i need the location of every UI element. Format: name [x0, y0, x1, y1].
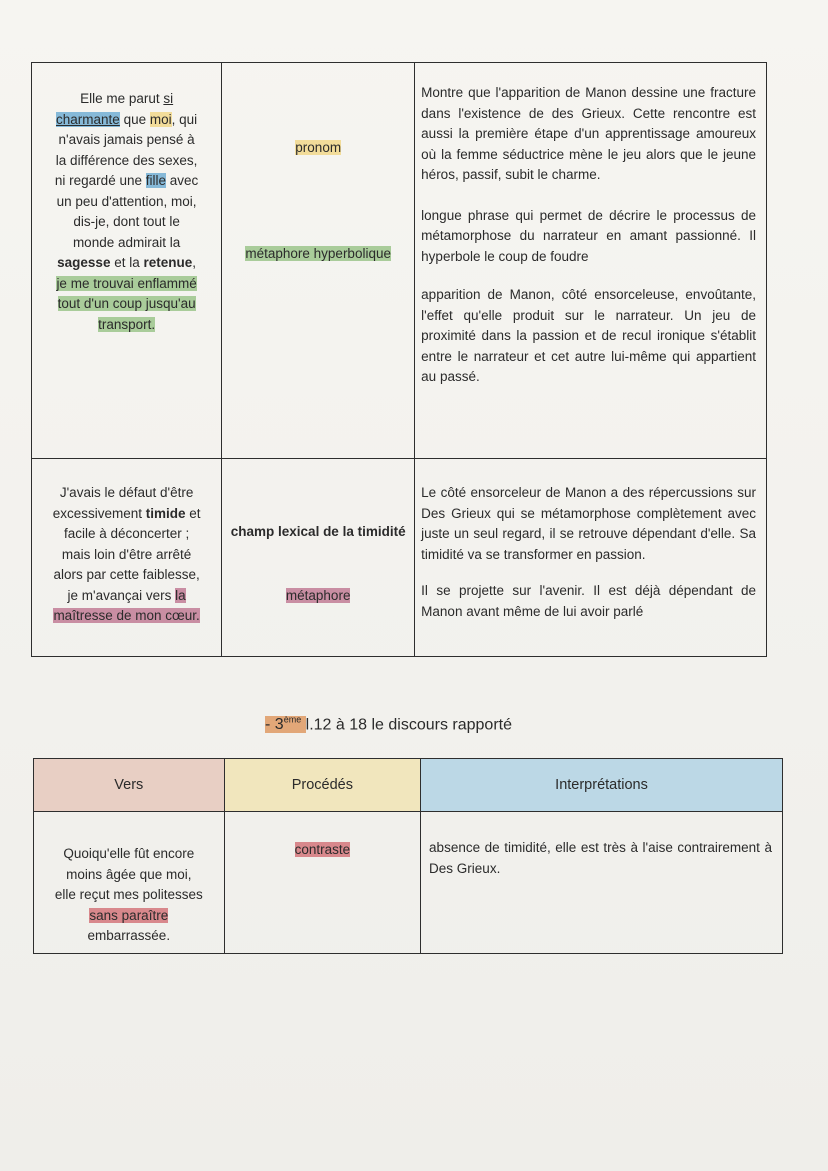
vers-cell: [32, 63, 222, 459]
highlight-yellow: moi: [149, 111, 172, 127]
text: Quoiqu'elle fût encore: [63, 846, 195, 861]
interpretation-text: longue phrase qui permet de décrire le processus de métamorphose du narrateur en amant passionné. Il hyperbole le coup de foudre: [421, 207, 756, 264]
text: -: [265, 716, 275, 734]
highlight-blue: fille: [145, 173, 166, 188]
highlight-green: transport.: [98, 316, 156, 332]
interpretation-text: Montre que l'apparition de Manon dessine une fracture dans l'existence de des Grieux. Cette rencontre est aussi la première étape d'un apprentissage amoureux où la femme séductrice mène le jeu alors que le jeune héros, passif, subit le charme.: [421, 85, 756, 182]
text: la différence des sexes,: [55, 152, 198, 168]
section-heading: [265, 715, 512, 734]
header-interpretations: Interprétations: [421, 759, 783, 812]
table-row: [32, 63, 767, 459]
text: et: [185, 505, 201, 521]
procedes-cell: [222, 459, 415, 657]
highlight-pink: maîtresse de mon cœur.: [53, 608, 200, 623]
procedes-cell: [224, 812, 420, 954]
section-number-highlight: [265, 716, 306, 733]
table-header-row: [34, 759, 783, 812]
text: 3: [274, 716, 284, 734]
highlight-green: je me trouvai enflammé: [56, 275, 197, 291]
procedes-cell: [222, 63, 415, 459]
table-row: [32, 459, 767, 657]
text: embarrassée.: [87, 928, 171, 943]
vers-cell: [34, 812, 225, 954]
text: ,: [192, 255, 197, 270]
text: excessivement: [52, 505, 146, 521]
text: retenue: [143, 255, 193, 270]
text: moins âgée que moi,: [66, 866, 192, 882]
section-title: l.12 à 18 le discours rapporté: [305, 716, 512, 734]
text: dis-je, dont tout le: [73, 214, 180, 229]
text: mais loin d'être arrêté: [61, 546, 192, 562]
procede-metaphore-hyperbolique: métaphore hyperbolique: [245, 246, 391, 261]
text: sagesse: [57, 255, 111, 270]
highlight-pink: la: [175, 587, 186, 603]
highlight-green: tout d'un coup jusqu'au: [57, 296, 196, 311]
interpretation-text: Le côté ensorceleur de Manon a des répercussions sur Des Grieux qui se métamorphose complètement avec juste un seul regard, il se retrouve dépendant d'elle. Sa timidité va se transformer en passion.: [421, 485, 756, 562]
interpretation-cell: [415, 63, 767, 459]
text: facile à déconcerter ;: [63, 526, 190, 541]
interpretation-text: absence de timidité, elle est très à l'aise contrairement à Des Grieux.: [429, 840, 772, 876]
procede-champ-lexical: champ lexical de la timidité: [230, 524, 406, 539]
procede-metaphore: métaphore: [285, 588, 351, 603]
text: , qui: [171, 111, 198, 127]
analysis-table-part3: [33, 758, 783, 954]
highlight-blue: charmante: [56, 111, 120, 127]
text: un peu d'attention, moi,: [56, 193, 197, 209]
text: J'avais le défaut d'être: [59, 485, 194, 500]
text: et la: [110, 255, 144, 270]
interpretation-cell: [421, 812, 783, 954]
text: je m'avançai vers: [67, 587, 176, 603]
text: si: [163, 91, 174, 106]
interpretation-text: Il se projette sur l'avenir. Il est déjà dépendant de Manon avant même de lui avoir parlé: [421, 583, 756, 619]
interpretation-text: apparition de Manon, côté ensorceleuse, envoûtante, l'effet qu'elle produit sur le narrateur. Un jeu de proximité dans la passion et de recul ironique s'établit entre le narrateur et cet autre lui-même qui appartient au passé.: [421, 287, 756, 384]
text: monde admirait la: [72, 234, 181, 250]
text: avec: [166, 173, 199, 188]
header-vers: Vers: [34, 759, 225, 812]
text: alors par cette faiblesse,: [53, 567, 200, 582]
text: ème: [283, 715, 302, 725]
text: n'avais jamais pensé à: [58, 132, 195, 147]
procede-pronom: pronom: [295, 140, 342, 155]
text: que: [119, 111, 150, 127]
procede-contraste: contraste: [294, 842, 351, 857]
text: elle reçut mes politesses: [54, 887, 203, 902]
analysis-table-part2: [31, 62, 767, 657]
header-procedes: Procédés: [224, 759, 420, 812]
text: Elle me parut: [80, 91, 164, 106]
highlight-red: sans paraître: [89, 907, 169, 923]
table-row: [34, 812, 783, 954]
text: timide: [145, 505, 186, 521]
vers-cell: [32, 459, 222, 657]
text: ni regardé une: [54, 173, 146, 188]
interpretation-cell: [415, 459, 767, 657]
